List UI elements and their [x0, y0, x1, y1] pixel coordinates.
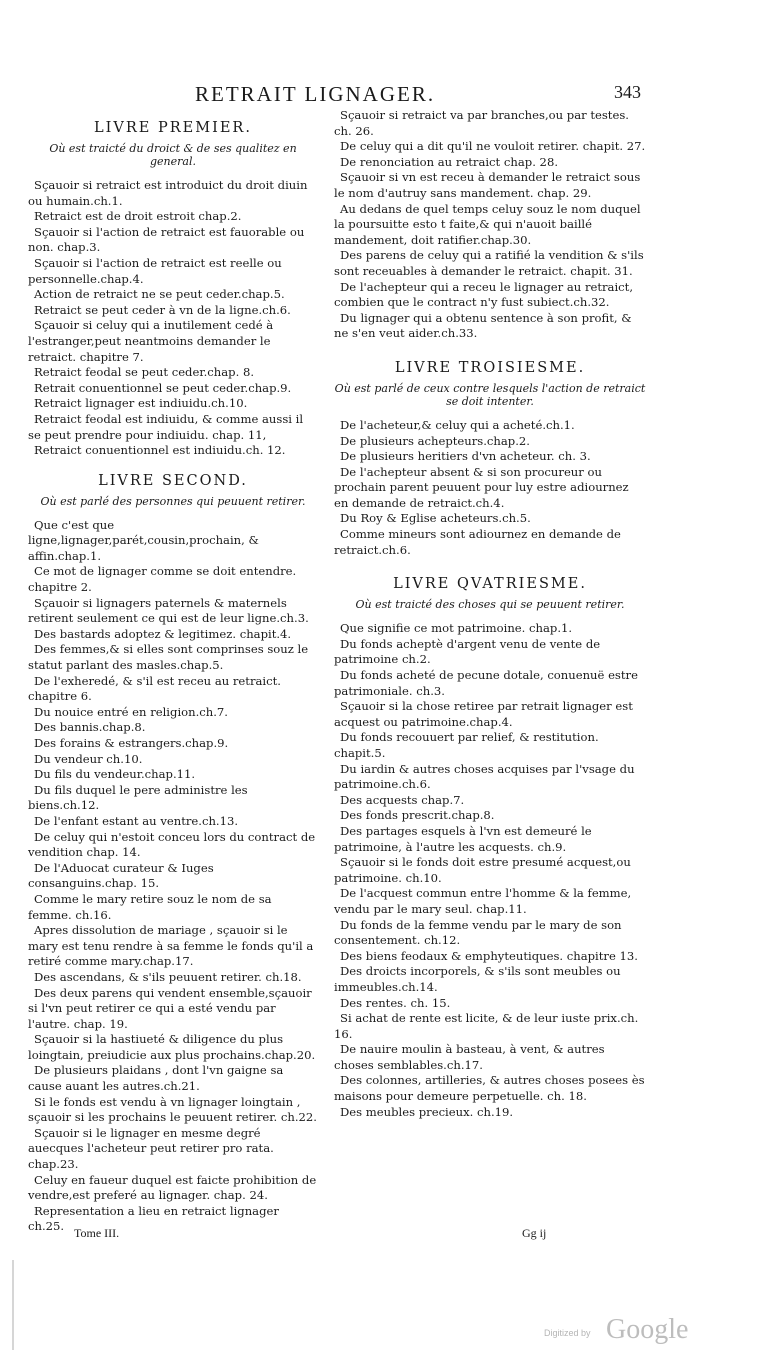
toc-entry: De renonciation au retraict chap. 28. [340, 154, 558, 169]
digitized-watermark [544, 1314, 744, 1348]
toc-entry: Sçauoir si le lignager en mesme degré auecques l'acheteur peut retirer pro rata. chap.23. [28, 1125, 274, 1172]
livre4-subtitle: Où est traicté des choses qui se peuuent retirer. [355, 598, 625, 612]
livre4-heading: LIVRE QVATRIESME. [393, 576, 587, 593]
toc-entry: Retraict lignager est indiuidu.ch.10. [34, 396, 248, 411]
toc-entry: De celuy qui a dit qu'il ne vouloit retirer. chapit. 27. [340, 139, 646, 154]
livre2-entries [28, 518, 318, 1235]
toc-entry: De nauire moulin à basteau, à vent, & autres choses semblables.ch.17. [334, 1042, 605, 1072]
toc-entry: Sçauoir si la chose retiree par retrait lignager est acquest ou patrimoine.chap.4. [334, 699, 633, 729]
toc-entry: Du vendeur ch.10. [34, 751, 143, 766]
page-header [195, 82, 655, 108]
toc-entry: Action de retraict ne se peut ceder.chap.5. [34, 287, 285, 302]
toc-entry: Sçauoir si lignagers paternels & maternels retirent seulement ce qui est de leur ligne.ch.3. [28, 595, 309, 626]
toc-entry: Des parens de celuy qui a ratifié la vendition & s'ils sont receuables à demander le retraict. chapit. 31. [334, 248, 644, 278]
toc-entry: Sçauoir si le fonds doit estre presumé acquest,ou patrimoine. ch.10. [334, 855, 631, 885]
toc-entry: Des bannis.chap.8. [34, 720, 146, 735]
toc-entry: Du fonds acheté de pecune dotale, conuenuë estre patrimoniale. ch.3. [334, 668, 638, 698]
livre3-entries [334, 418, 646, 558]
toc-entry: Des rentes. ch. 15. [340, 995, 451, 1010]
toc-entry: Des fonds prescrit.chap.8. [340, 808, 495, 823]
toc-entry: De l'achepteur absent & si son procureur ou prochain parent peuuent pour luy estre adiournez en demande de retraict.ch.4. [334, 464, 629, 510]
toc-entry: Des colonnes, artilleries, & autres choses posees ès maisons pour demeure perpetuelle. ch. 18. [334, 1073, 645, 1104]
toc-entry: Retrait conuentionnel se peut ceder.chap.9. [34, 380, 292, 395]
toc-entry: Que signifie ce mot patrimoine. chap.1. [340, 621, 573, 636]
livre1-heading: LIVRE PREMIER. [94, 120, 252, 136]
toc-entry: Des partages esquels à l'vn est demeuré le patrimoine, à l'autre les acquests. ch.9. [334, 823, 592, 854]
signature-mark: Gg ij [522, 1226, 547, 1240]
toc-entry: Celuy en faueur duquel est faicte prohibition de vendre,est preferé au lignager. chap. 24. [28, 1172, 317, 1203]
toc-entry: Sçauoir si celuy qui a inutilement cedé à l'estranger,peut neantmoins demander le retraict. chapitre 7. [28, 318, 274, 364]
toc-entry: Des biens feodaux & emphyteutiques. chapitre 13. [340, 948, 638, 963]
right-column [334, 108, 646, 1120]
toc-entry: Des droicts incorporels, & s'ils sont meubles ou immeubles.ch.14. [334, 964, 621, 994]
toc-entry: Sçauoir si l'action de retraict est fauorable ou non. chap.3. [28, 224, 305, 255]
livre1-subtitle: Où est traicté du droict & de ses qualitez en general. [49, 142, 297, 168]
toc-entry: De l'exheredé, & s'il est receu au retraict. chapitre 6. [28, 673, 281, 704]
toc-entry: De l'acheteur,& celuy qui a acheté.ch.1. [340, 417, 575, 432]
livre2-subtitle: Où est parlé des personnes qui peuuent retirer. [40, 494, 306, 508]
toc-entry: Du iardin & autres choses acquises par l'vsage du patrimoine.ch.6. [334, 761, 635, 792]
toc-entry: De l'acquest commun entre l'homme & la femme, vendu par le mary seul. chap.11. [334, 886, 632, 916]
toc-entry: Du Roy & Eglise acheteurs.ch.5. [340, 511, 531, 526]
toc-entry: Representation a lieu en retraict lignager ch.25. [28, 1203, 279, 1234]
margin-rule [12, 1260, 14, 1350]
livre3-heading: LIVRE TROISIESME. [394, 359, 586, 376]
page-number: 343 [614, 82, 641, 102]
toc-entry: Des femmes,& si elles sont comprinses souz le statut parlant des masles.chap.5. [28, 642, 309, 673]
livre3-subtitle: Où est parlé de ceux contre lesquels l'action de retraict se doit intenter. [334, 381, 646, 408]
toc-entry: Retraict conuentionnel est indiuidu.ch. 12. [34, 443, 286, 458]
toc-entry: Retraict feodal se peut ceder.chap. 8. [34, 365, 255, 380]
toc-entry: Des forains & estrangers.chap.9. [34, 736, 229, 750]
toc-entry: Si achat de rente est licite, & de leur iuste prix.ch. 16. [334, 1011, 639, 1041]
toc-entry: De celuy qui n'estoit conceu lors du contract de vendition chap. 14. [28, 829, 316, 860]
toc-entry: Ce mot de lignager comme se doit entendre. chapitre 2. [28, 564, 297, 595]
livre2-continued-entries [334, 108, 646, 342]
toc-entry: De plusieurs achepteurs.chap.2. [340, 433, 530, 448]
toc-entry: De l'enfant estant au ventre.ch.13. [34, 813, 239, 828]
volume-label: Tome III. [74, 1226, 120, 1240]
toc-entry: Des meubles precieux. ch.19. [340, 1104, 514, 1119]
toc-entry: Apres dissolution de mariage , sçauoir si le mary est tenu rendre à sa femme le fonds qu'il a retiré comme mary.chap.17. [28, 923, 314, 969]
toc-entry: Du fils duquel le pere administre les biens.ch.12. [28, 782, 248, 813]
toc-entry: Que c'est que ligne,lignager,parét,cousin,prochain, & affin.chap.1. [28, 517, 259, 563]
toc-entry: Du fils du vendeur.chap.11. [34, 767, 196, 782]
toc-entry: De plusieurs heritiers d'vn acheteur. ch. 3. [340, 449, 591, 464]
livre1-entries [28, 178, 318, 459]
toc-entry: Du fonds de la femme vendu par le mary de son consentement. ch.12. [334, 917, 622, 948]
watermark-small-text: Digitized by [544, 1328, 591, 1338]
left-column [28, 108, 318, 1235]
toc-entry: Retraict feodal est indiuidu, & comme aussi il se peut prendre pour indiuidu. chap. 11, [28, 411, 304, 442]
toc-entry: Des bastards adoptez & legitimez. chapit.4. [34, 626, 292, 641]
toc-entry: Des ascendans, & s'ils peuuent retirer. ch.18. [34, 969, 302, 984]
toc-entry: Si le fonds est vendu à vn lignager loingtain , sçauoir si les prochains le peuuent retirer. ch.22. [28, 1094, 317, 1125]
toc-entry: Retraict se peut ceder à vn de la ligne.ch.6. [34, 302, 291, 317]
toc-entry: Sçauoir si la hastiueté & diligence du plus loingtain, preiudicie aux plus prochains.chap.20. [28, 1032, 316, 1062]
toc-entry: Du fonds acheptè d'argent venu de vente de patrimoine ch.2. [334, 636, 601, 667]
toc-entry: Des deux parens qui vendent ensemble,sçauoir si l'vn peut retirer ce qui a esté vendu par l'autre. chap. 19. [28, 985, 312, 1031]
toc-entry: Sçauoir si retraict est introduict du droit diuin ou humain.ch.1. [28, 178, 308, 208]
toc-entry: De l'Aduocat curateur & Iuges consanguins.chap. 15. [28, 860, 214, 891]
toc-entry: Comme le mary retire souz le nom de sa femme. ch.16. [28, 891, 272, 922]
toc-entry: Sçauoir si l'action de retraict est reelle ou personnelle.chap.4. [28, 255, 282, 286]
toc-entry: De plusieurs plaidans , dont l'vn gaigne sa cause auant les autres.ch.21. [28, 1063, 284, 1094]
running-title: RETRAIT LIGNAGER. [195, 82, 436, 106]
toc-entry: Retraict est de droit estroit chap.2. [34, 209, 242, 224]
toc-entry: Du nouice entré en religion.ch.7. [34, 704, 228, 719]
toc-entry: Du fonds recouuert par relief, & restitution. chapit.5. [334, 730, 599, 760]
toc-entry: Sçauoir si retraict va par branches,ou par testes. ch. 26. [334, 108, 629, 138]
toc-entry: Au dedans de quel temps celuy souz le nom duquel la poursuitte esto t faite,& qui n'auoit baillé mandement, doit ratifier.chap.30. [334, 201, 641, 247]
toc-entry: Comme mineurs sont adiournez en demande de retraict.ch.6. [334, 527, 621, 557]
toc-entry: Sçauoir si vn est receu à demander le retraict sous le nom d'autruy sans mandement. chap. 29. [334, 170, 641, 200]
toc-entry: Du lignager qui a obtenu sentence à son profit, & ne s'en veut aider.ch.33. [334, 310, 632, 341]
toc-entry: De l'achepteur qui a receu le lignager au retraict, combien que le contract n'y fust subiect.ch.32. [334, 279, 634, 310]
livre4-entries [334, 621, 646, 1120]
google-logo: Google [606, 1314, 689, 1345]
livre2-heading: LIVRE SECOND. [98, 472, 248, 489]
toc-entry: Des acquests chap.7. [340, 792, 465, 807]
